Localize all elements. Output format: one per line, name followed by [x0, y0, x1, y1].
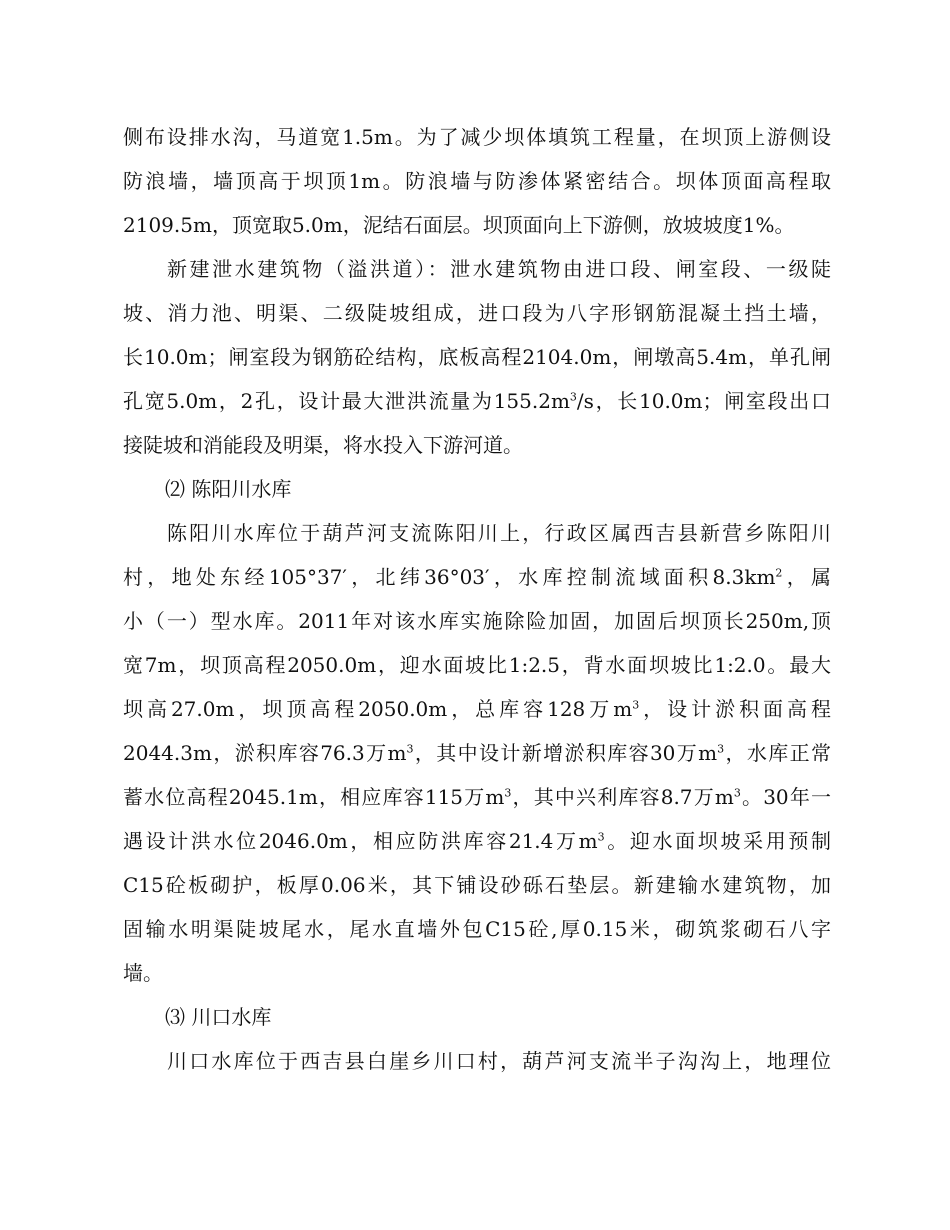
superscript-cubic: 3 [597, 830, 605, 844]
para1-line1: 侧布设排水沟，马道宽1.5m。为了减少坝体填筑工程量，在坝顶上游侧设 [123, 125, 831, 149]
para3-line10: 固输水明渠陡坡尾水，尾水直墙外包C15砼,厚0.15米，砌筑浆砌石八字 [123, 917, 831, 941]
para3-line8 [123, 826, 831, 856]
superscript-cubic: 3 [569, 390, 577, 404]
para3-line9: C15砼板砌护，板厚0.06米，其下铺设砂砾石垫层。新建输水建筑物，加 [123, 873, 831, 897]
section-heading-2: ⑵ 陈阳川水库 [165, 477, 292, 501]
para3-line7-c: 。30年一 [740, 785, 832, 809]
para2-line1: 新建泄水建筑物（溢洪道）：泄水建筑物由进口段、闸室段、一级陡 [167, 257, 831, 281]
para2-line3: 长10.0m；闸室段为钢筋砼结构，底板高程2104.0m，闸墩高5.4m，单孔闸 [123, 345, 831, 369]
superscript-cubic: 3 [632, 698, 640, 712]
section-heading-3: ⑶ 川口水库 [165, 1005, 272, 1029]
para2-line4 [123, 386, 831, 416]
para3-line5-a: 坝高27.0m，坝顶高程2050.0m，总库容128万m [123, 697, 633, 721]
para3-line3: 小（一）型水库。2011年对该水库实施除险加固，加固后坝顶长250m,顶 [123, 609, 831, 633]
para3-line5-b: ，设计淤积面高程 [639, 697, 831, 721]
para3-line6-b: ，其中设计新增淤积库容30万m [413, 741, 718, 765]
para2-line5: 接陡坡和消能段及明渠，将水投入下游河道。 [123, 433, 523, 457]
para3-line4: 宽7m，坝顶高程2050.0m，迎水面坡比1:2.5，背水面坝坡比1:2.0。最大 [123, 653, 831, 677]
para3-line6-a: 2044.3m，淤积库容76.3万m [123, 741, 407, 765]
para3-line5 [123, 694, 831, 724]
para3-line2-a: 村，地处东经105°37′，北纬36°03′，水库控制流域面积8.3km [123, 565, 776, 589]
superscript-cubic: 3 [717, 742, 725, 756]
superscript-cubic: 3 [733, 786, 741, 800]
para3-line2-b: ，属 [782, 565, 831, 589]
superscript-cubic: 3 [504, 786, 512, 800]
para1-line3: 2109.5m，顶宽取5.0m，泥结石面层。坝顶面向上下游侧，放坡坡度1%。 [123, 213, 795, 237]
para3-line6 [123, 738, 831, 768]
para1-line2: 防浪墙，墙顶高于坝顶1m。防浪墙与防渗体紧密结合。坝体顶面高程取 [123, 169, 831, 193]
para4-line1: 川口水库位于西吉县白崖乡川口村，葫芦河支流半子沟沟上，地理位 [167, 1049, 831, 1073]
para2-line4-a: 孔宽5.0m，2孔，设计最大泄洪流量为155.2m [123, 389, 570, 413]
para3-line2 [123, 562, 831, 592]
para3-line1: 陈阳川水库位于葫芦河支流陈阳川上，行政区属西吉县新营乡陈阳川 [167, 521, 831, 545]
superscript-cubic: 3 [406, 742, 414, 756]
para2-line4-b: /s，长10.0m；闸室段出口 [576, 389, 831, 413]
para3-line8-a: 遇设计洪水位2046.0m，相应防洪库容21.4万m [123, 829, 598, 853]
para3-line7 [123, 782, 831, 812]
para3-line11: 墙。 [123, 961, 163, 985]
para3-line7-b: ，其中兴利库容8.7万m [511, 785, 734, 809]
para3-line8-b: 。迎水面坝坡采用预制 [604, 829, 831, 853]
para2-line2: 坡、消力池、明渠、二级陡坡组成，进口段为八字形钢筋混凝土挡土墙， [123, 301, 831, 325]
para3-line6-c: ，水库正常 [724, 741, 831, 765]
para3-line7-a: 蓄水位高程2045.1m，相应库容115万m [123, 785, 505, 809]
superscript-square: 2 [775, 566, 783, 580]
